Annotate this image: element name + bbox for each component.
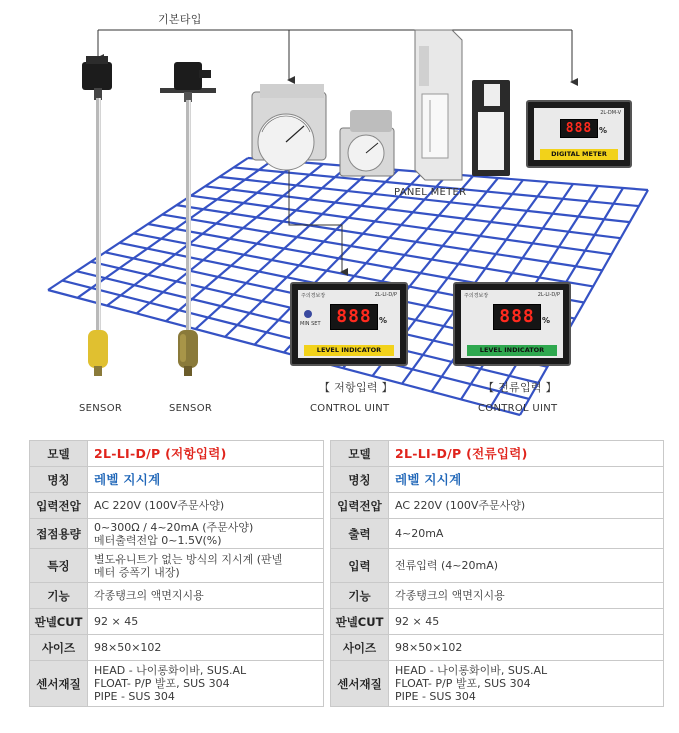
spec-key: 명칭 (30, 467, 88, 493)
spec-value-line: 레벨 지시계 (395, 472, 462, 487)
spec-value-line: 2L-LI-D/P (전류입력) (395, 446, 528, 461)
grid-line (48, 290, 520, 415)
sensor-label-1: SENSOR (79, 403, 123, 414)
spec-value (88, 583, 324, 609)
spec-key: 센서재질 (331, 661, 389, 707)
spec-row (331, 493, 664, 519)
spec-value (88, 493, 324, 519)
spec-value (88, 519, 324, 549)
spec-value-line: 2L-LI-D/P (저항입력) (94, 446, 227, 461)
spec-table-resistance-body (30, 441, 324, 707)
spec-value (389, 609, 664, 635)
spec-value (389, 467, 664, 493)
basic-type-label: 기본타입 (158, 13, 202, 26)
spec-row (331, 467, 664, 493)
analog-panel-meter-small (340, 110, 394, 176)
spec-value-line: AC 220V (100V주문사양) (395, 499, 526, 512)
spec-key: 센서재질 (30, 661, 88, 707)
min-set-label: MIN SET (300, 321, 321, 327)
digital-meter (526, 100, 632, 168)
level-indicator-2-model-mark: 2L-LI-D/P (537, 292, 560, 298)
spec-value-line: 0~300Ω / 4~20mA (주문사양) (94, 520, 254, 534)
control-unit-input-label-1: 【 저항입력 】 (319, 381, 393, 394)
level-indicator-1-face (298, 290, 400, 358)
control-unit-caption-1: CONTROL UINT (310, 403, 390, 414)
spec-key: 사이즈 (331, 635, 389, 661)
level-indicator-1-brand: 주의경보장 (301, 293, 326, 299)
grid-line (177, 205, 603, 270)
level-indicator-1-display: 888 (330, 304, 378, 330)
spec-value (389, 519, 664, 549)
spec-row (331, 635, 664, 661)
spec-value-line: 92 × 45 (94, 615, 139, 628)
spec-row (30, 635, 324, 661)
sensor-probe-1 (82, 56, 112, 376)
spec-key: 출력 (331, 519, 389, 549)
spec-table-current-body (331, 441, 664, 707)
spec-key: 모델 (331, 441, 389, 467)
spec-key: 모델 (30, 441, 88, 467)
level-indicator-2-strip: LEVEL INDICATOR (467, 345, 557, 356)
level-indicator-1-strip: LEVEL INDICATOR (304, 345, 394, 356)
spec-key: 기능 (331, 583, 389, 609)
spec-row (331, 441, 664, 467)
spec-value (88, 661, 324, 707)
spec-value-line: 레벨 지시계 (94, 472, 161, 487)
spec-value-line: HEAD - 나이롱화이바, SUS.AL (395, 664, 548, 677)
spec-value-line: 98×50×102 (94, 641, 162, 654)
level-indicator-1-model-mark: 2L-LI-D/P (374, 292, 397, 298)
spec-value-line: 메터 증폭기 내장) (94, 565, 180, 579)
spec-row (331, 519, 664, 549)
spec-row (331, 661, 664, 707)
digital-meter-face (534, 108, 624, 160)
spec-key: 판넬CUT (30, 609, 88, 635)
panel-meter-label: PANEL METER (394, 187, 467, 198)
spec-value (88, 609, 324, 635)
spec-key: 접점용량 (30, 519, 88, 549)
spec-key: 입력전압 (30, 493, 88, 519)
level-indicator-1-unit: % (379, 316, 388, 325)
spec-value-line: 각종탱크의 액면지시용 (94, 589, 204, 602)
spec-value (88, 467, 324, 493)
digital-meter-unit: % (599, 126, 608, 135)
spec-value (389, 549, 664, 583)
spec-row (30, 467, 324, 493)
digital-meter-strip: DIGITAL METER (540, 149, 618, 160)
sensor-label-2: SENSOR (169, 403, 213, 414)
spec-value (389, 661, 664, 707)
spec-row (30, 441, 324, 467)
spec-key: 입력전압 (331, 493, 389, 519)
spec-row (331, 609, 664, 635)
level-indicator-resistance (290, 282, 408, 366)
spec-key: 기능 (30, 583, 88, 609)
spec-value-line: 98×50×102 (395, 641, 463, 654)
spec-row (30, 493, 324, 519)
spec-value-line: FLOAT- P/P 발포, SUS 304 (94, 677, 230, 690)
control-unit-caption-2: CONTROL UINT (478, 403, 558, 414)
spec-key: 사이즈 (30, 635, 88, 661)
spec-value-line: FLOAT- P/P 발포, SUS 304 (395, 677, 531, 690)
sensor-probe-2 (160, 62, 216, 376)
spec-value-line: PIPE - SUS 304 (94, 690, 175, 703)
spec-table-current (330, 440, 664, 707)
spec-value-line: 92 × 45 (395, 615, 440, 628)
spec-value-line: 각종탱크의 액면지시용 (395, 589, 505, 602)
level-indicator-2-face (461, 290, 563, 358)
spec-key: 특징 (30, 549, 88, 583)
edgewise-meter-small (472, 80, 510, 176)
level-indicator-2-display: 888 (493, 304, 541, 330)
spec-value-line: 4~20mA (395, 527, 444, 540)
edgewise-meter-tall (415, 30, 462, 180)
spec-table-resistance (29, 440, 324, 707)
spec-value (389, 441, 664, 467)
spec-row (30, 549, 324, 583)
spec-row (30, 609, 324, 635)
level-indicator-current (453, 282, 571, 366)
level-indicator-2-unit: % (542, 316, 551, 325)
control-unit-input-label-2: 【 전류입력 】 (483, 381, 557, 394)
spec-value (88, 549, 324, 583)
spec-value-line: PIPE - SUS 304 (395, 690, 476, 703)
spec-value-line: 메터출력전압 0~1.5V(%) (94, 533, 222, 547)
spec-row (30, 583, 324, 609)
spec-value (389, 635, 664, 661)
spec-value-line: AC 220V (100V주문사양) (94, 499, 225, 512)
spec-row (331, 583, 664, 609)
spec-row (331, 549, 664, 583)
spec-key: 입력 (331, 549, 389, 583)
analog-panel-meter-large (252, 84, 326, 170)
digital-meter-display: 888 (560, 119, 598, 138)
spec-key: 판넬CUT (331, 609, 389, 635)
spec-value (88, 441, 324, 467)
spec-value (389, 493, 664, 519)
digital-meter-model-mark: 2L-DM-V (600, 110, 621, 116)
spec-value-line: 별도유니트가 없는 방식의 지시계 (판넬 (94, 552, 283, 566)
spec-row (30, 519, 324, 549)
level-indicator-2-brand: 주의경보장 (464, 293, 489, 299)
spec-key: 명칭 (331, 467, 389, 493)
spec-row (30, 661, 324, 707)
min-set-knob-icon (304, 310, 312, 318)
spec-value (389, 583, 664, 609)
spec-value (88, 635, 324, 661)
spec-value-line: 전류입력 (4~20mA) (395, 559, 499, 572)
spec-value-line: HEAD - 나이롱화이바, SUS.AL (94, 664, 247, 677)
